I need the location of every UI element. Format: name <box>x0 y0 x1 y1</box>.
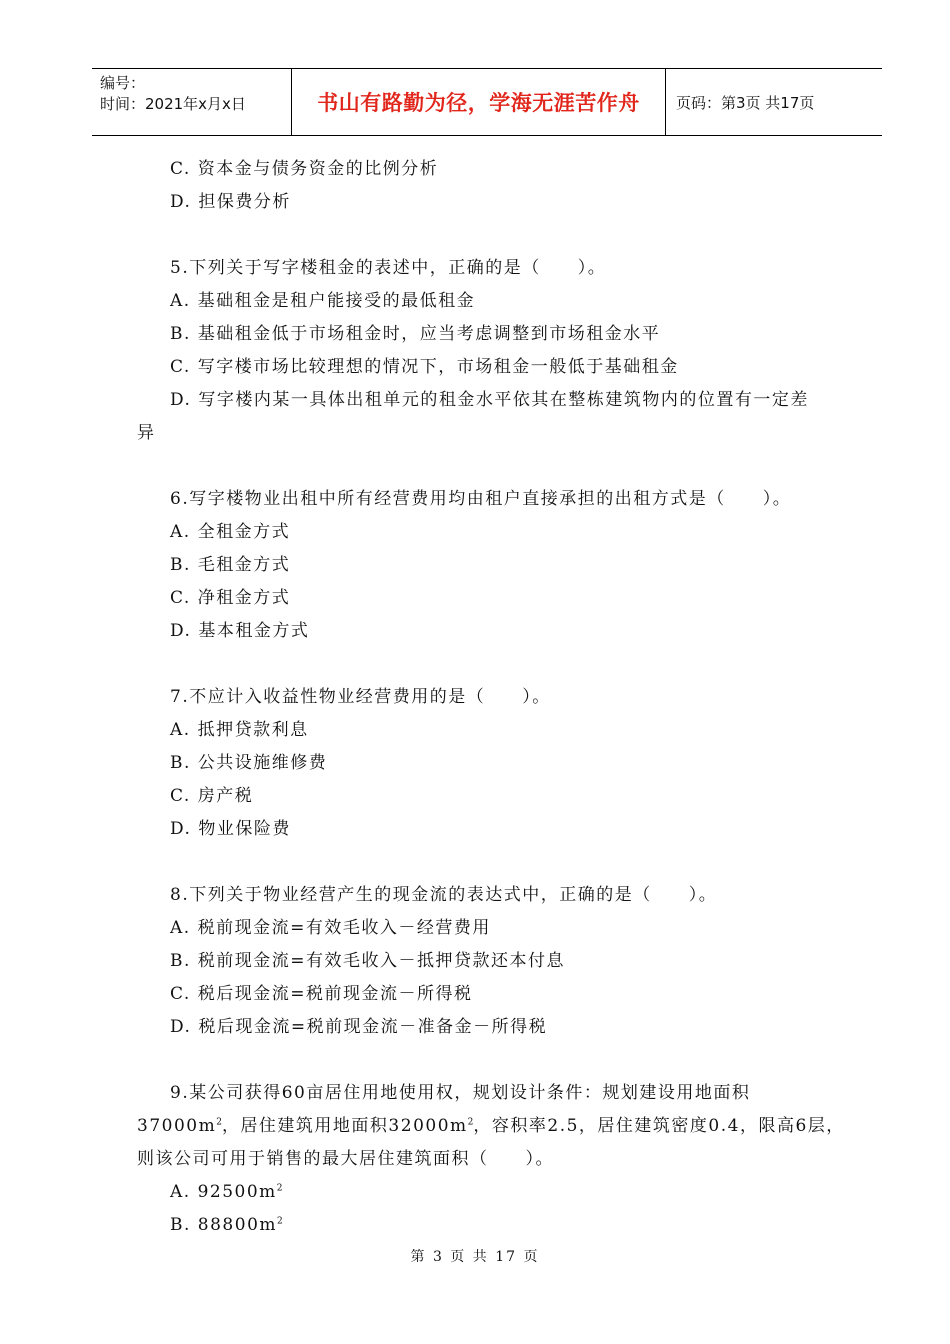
option-6d: D. 基本租金方式 <box>170 621 310 641</box>
option-5b: B. 基础租金低于市场租金时，应当考虑调整到市场租金水平 <box>170 324 661 344</box>
option-5d-line2: 异 <box>137 423 156 443</box>
question-9-line1: 9.某公司获得60亩居住用地使用权，规划设计条件：规划建设用地面积 <box>170 1083 751 1103</box>
option-7c: C. 房产税 <box>170 786 254 806</box>
option-4c: C. 资本金与债务资金的比例分析 <box>170 159 439 179</box>
option-5c: C. 写字楼市场比较理想的情况下，市场租金一般低于基础租金 <box>170 357 679 377</box>
option-5a: A. 基础租金是租户能接受的最低租金 <box>170 291 476 311</box>
option-8d: D. 税后现金流=税前现金流－准备金－所得税 <box>170 1017 548 1037</box>
page-footer: 第 3 页 共 17 页 <box>410 1249 540 1265</box>
question-9-line3: 则该公司可用于销售的最大居住建筑面积（ ）。 <box>137 1149 554 1169</box>
option-7d: D. 物业保险费 <box>170 819 291 839</box>
header-motto: 书山有路勤为径，学海无涯苦作舟 <box>317 90 640 115</box>
page-header <box>92 68 882 136</box>
number-label: 编号： <box>100 74 146 92</box>
option-6b: B. 毛租金方式 <box>170 555 291 575</box>
option-8c: C. 税后现金流=税前现金流－所得税 <box>170 984 473 1004</box>
option-7b: B. 公共设施维修费 <box>170 753 328 773</box>
option-8b: B. 税前现金流=有效毛收入－抵押贷款还本付息 <box>170 951 566 971</box>
option-9a: A. $92500m^2$ <box>170 1182 283 1202</box>
header-page-info: 页码：第3页 共17页 <box>676 93 815 112</box>
question-8: 8.下列关于物业经营产生的现金流的表达式中，正确的是（ ）。 <box>170 885 718 905</box>
document-body <box>137 153 845 1242</box>
question-7: 7.不应计入收益性物业经营费用的是（ ）。 <box>170 687 551 707</box>
time-label: 时间：2021年x月x日 <box>100 95 246 113</box>
option-8a: A. 税前现金流=有效毛收入－经营费用 <box>170 918 491 938</box>
question-5: 5.下列关于写字楼租金的表述中，正确的是（ ）。 <box>170 258 607 278</box>
question-9-line2: $37000m^2$，居住建筑用地面积$32000m^2$，容积率2.5，居住建筑密度0.4，限高6层， <box>137 1116 845 1136</box>
question-6: 6.写字楼物业出租中所有经营费用均由租户直接承担的出租方式是（ ）。 <box>170 489 792 509</box>
header-meta <box>92 69 292 135</box>
option-4d: D. 担保费分析 <box>170 192 291 212</box>
option-6c: C. 净租金方式 <box>170 588 291 608</box>
option-7a: A. 抵押贷款利息 <box>170 720 309 740</box>
option-5d-line1: D. 写字楼内某一具体出租单元的租金水平依其在整栋建筑物内的位置有一定差 <box>170 390 809 410</box>
option-9b: B. $88800m^2$ <box>170 1215 283 1235</box>
header-motto-cell <box>292 69 666 135</box>
option-6a: A. 全租金方式 <box>170 522 291 542</box>
